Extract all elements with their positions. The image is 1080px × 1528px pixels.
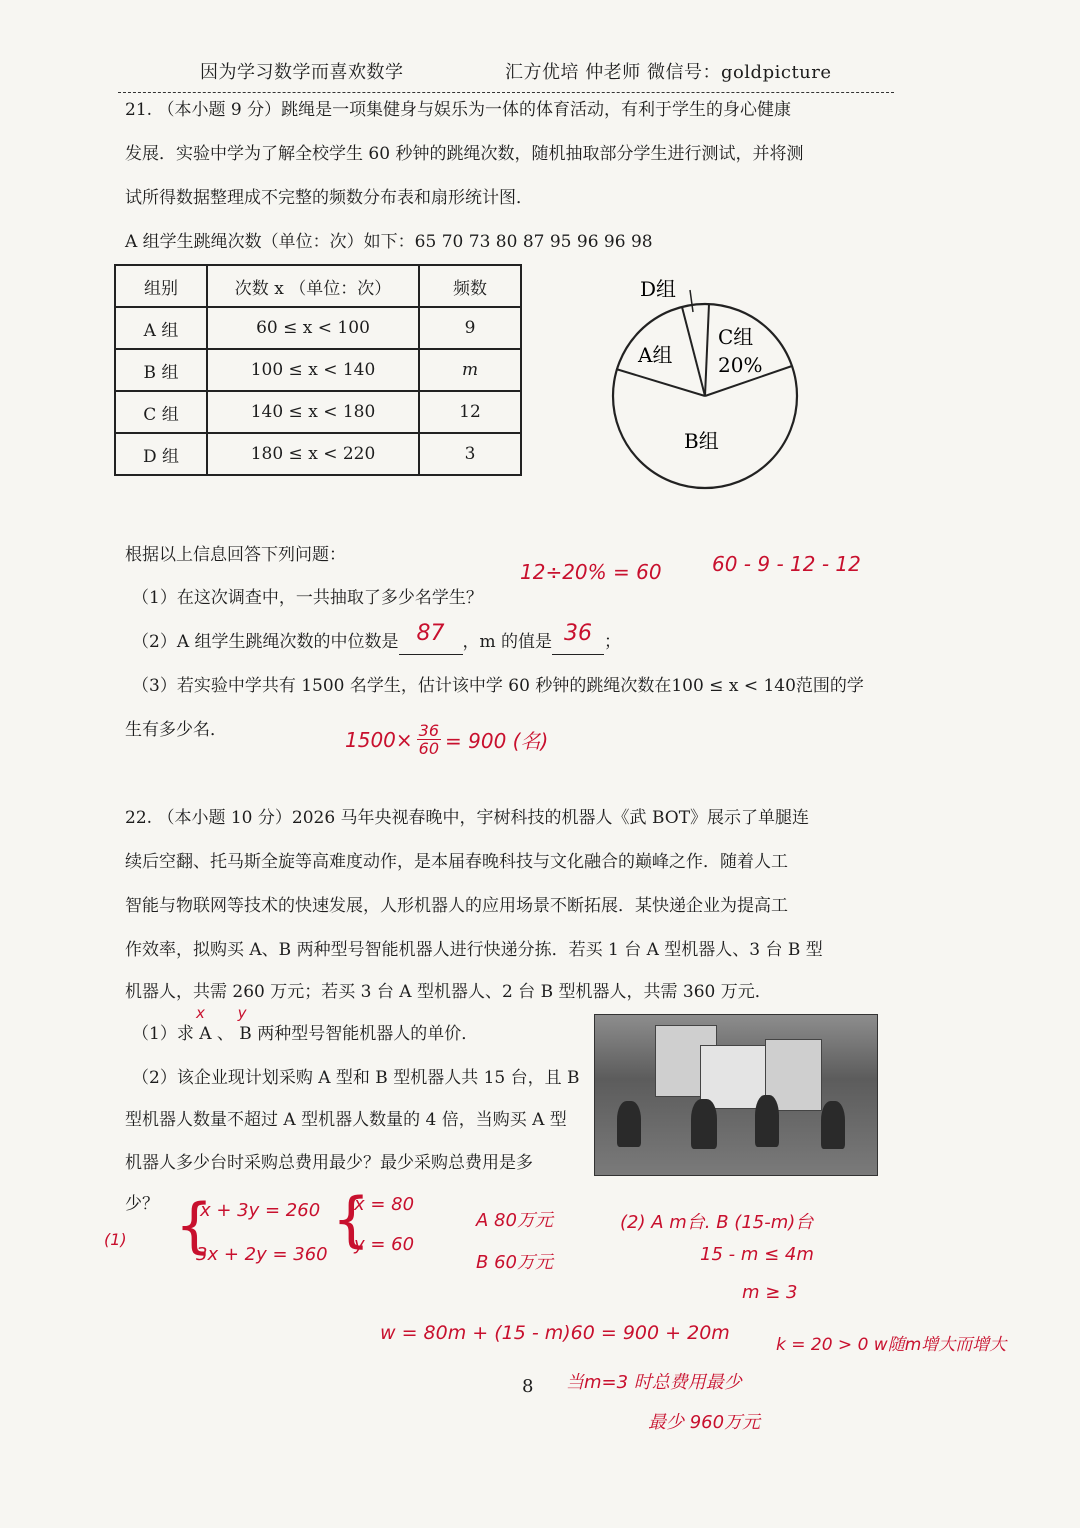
pie-label-a: A组 [638,343,673,367]
q21-intro-line-1: 21. （本小题 9 分）跳绳是一项集健身与娱乐为一体的体育活动，有利于学生的身心健康 [125,100,792,120]
table-cell: A 组 [115,307,207,349]
table-cell: 180 ≤ x < 220 [207,433,419,475]
q21-part-2-prefix: （2）A 组学生跳绳次数的中位数是 [132,632,399,652]
q22-line-3: 智能与物联网等技术的快速发展，人形机器人的应用场景不断拓展．某快递企业为提高工 [125,896,788,916]
table-header-cell: 次数 x （单位：次） [207,265,419,307]
q22-part-2-line-4: 少？ [125,1194,159,1214]
q21-hand-part-3 [345,722,548,757]
table-cell: B 组 [115,349,207,391]
frequency-table [114,264,522,476]
q22-part-2-line-2: 型机器人数量不超过 A 型机器人数量的 4 倍，当购买 A 型 [125,1110,567,1130]
robot-figure [691,1099,717,1149]
pie-d-leader [690,290,693,312]
q22-hand-label-1: (1) [104,1230,127,1249]
q22-hand-part-2-head: (2) A m台. B (15-m)台 [620,1212,814,1233]
header-right: 汇方优培 仲老师 微信号：goldpicture [505,62,832,83]
table-row [115,433,521,475]
q21-prompt: 根据以上信息回答下列问题： [125,545,346,565]
q21-hand-fraction [417,722,441,757]
pie-divider-d-c [705,304,709,396]
page-number: 8 [522,1376,534,1397]
pie-chart [600,268,820,498]
robot-figure [755,1095,779,1147]
q21-part-2-suffix: ； [604,632,622,652]
q22-hand-sys-1: x + 3y = 260 [200,1200,321,1221]
q22-part-2-line-3: 机器人多少台时采购总费用最少？最少采购总费用是多 [125,1153,533,1173]
pie-label-d: D组 [640,277,677,301]
q22-hand-min-line: 当m=3 时总费用最少 [566,1372,742,1393]
q22-hand-brace-2: { [332,1185,371,1255]
q21-hand-p3-rhs: = 900 (名) [445,729,549,753]
table-header-cell: 组别 [115,265,207,307]
q21-part-2 [132,621,622,655]
q22-hand-sys-2: 3x + 2y = 360 [196,1244,328,1265]
q21-hand-calc-2: 60 - 9 - 12 - 12 [712,552,861,576]
q22-hand-sol-1: x = 80 [354,1194,415,1215]
table-cell: D 组 [115,433,207,475]
table-cell: 100 ≤ x < 140 [207,349,419,391]
q22-line-4: 作效率，拟购买 A、B 两种型号智能机器人进行快递分拣．若买 1 台 A 型机器人、3 台 B 型 [125,940,823,960]
q22-line-2: 续后空翻、托马斯全旋等高难度动作，是本届春晚科技与文化融合的巅峰之作．随着人工 [125,852,788,872]
q22-hand-sol-2: y = 60 [354,1234,415,1255]
pie-divider-b-a [616,369,705,396]
q21-intro-line-2: 发展．实验中学为了解全校学生 60 秒钟的跳绳次数，随机抽取部分学生进行测试，并将测 [125,144,804,164]
q22-line-5: 机器人，共需 260 万元；若买 3 台 A 型机器人、2 台 B 型机器人，共需 360 万元． [125,982,772,1002]
table-cell: 3 [419,433,521,475]
q21-hand-p3-num: 36 [418,721,440,740]
q21-intro-line-3: 试所得数据整理成不完整的频数分布表和扇形统计图． [125,188,533,208]
q22-line-1: 22. （本小题 10 分）2026 马年央视春晚中，宇树科技的机器人《武 BOT》展示了单腿连 [125,808,810,828]
q22-hand-a-price: A 80万元 [476,1210,553,1231]
robot-performance-photo [594,1014,878,1176]
q22-hand-min-value: 最少 960万元 [648,1412,761,1433]
table-cell: 12 [419,391,521,433]
q22-hand-b-price: B 60万元 [476,1252,553,1273]
table-cell: 140 ≤ x < 180 [207,391,419,433]
median-blank [399,621,463,655]
q22-hand-ineq-2: m ≥ 3 [742,1282,798,1303]
pie-label-c-percent: 20% [718,353,763,377]
q22-hand-brace-1: { [175,1191,214,1261]
table-header-cell: 频数 [419,265,521,307]
q21-hand-p3-den: 60 [418,739,440,758]
q21-part-3-line-2: 生有多少名． [125,720,227,740]
header-left: 因为学习数学而喜欢数学 [200,62,404,83]
q21-hand-calc-1: 12÷20% = 60 [520,560,662,584]
q22-hand-k-note: k = 20 > 0 w随m增大而增大 [776,1335,1007,1355]
robot-figure [821,1101,845,1149]
header-rule [118,92,894,93]
q21-part-2-mid: ，m 的值是 [462,632,553,652]
table-cell: C 组 [115,391,207,433]
table-cell: 9 [419,307,521,349]
robot-figure [617,1101,641,1147]
q22-hand-ineq-1: 15 - m ≤ 4m [700,1244,814,1265]
table-cell: m [419,349,521,391]
table-row [115,307,521,349]
table-header-row [115,265,521,307]
pie-label-b: B组 [684,429,719,453]
q22-hand-xy: x y [196,1004,261,1022]
q22-part-2-line-1: （2）该企业现计划采购 A 型和 B 型机器人共 15 台，且 B [132,1068,580,1088]
table-row [115,391,521,433]
m-answer: 36 [564,621,593,646]
q21-part-3-line-1: （3）若实验中学共有 1500 名学生，估计该中学 60 秒钟的跳绳次数在100 ≤ x < 140范围的学 [132,676,864,696]
q21-hand-p3-lhs: 1500× [345,727,413,752]
q22-hand-cost: w = 80m + (15 - m)60 = 900 + 20m [380,1322,730,1344]
pie-label-c: C组 [718,325,754,349]
q21-a-data: A 组学生跳绳次数（单位：次）如下：65 70 73 80 87 95 96 96 98 [125,232,653,252]
table-row [115,349,521,391]
table-cell: 60 ≤ x < 100 [207,307,419,349]
q21-part-1: （1）在这次调查中，一共抽取了多少名学生？ [132,588,483,608]
median-answer: 87 [416,621,445,646]
pie-divider-a-d [682,307,705,396]
q22-part-1: （1）求 A 、 B 两种型号智能机器人的单价． [132,1024,479,1044]
m-blank [552,621,604,655]
